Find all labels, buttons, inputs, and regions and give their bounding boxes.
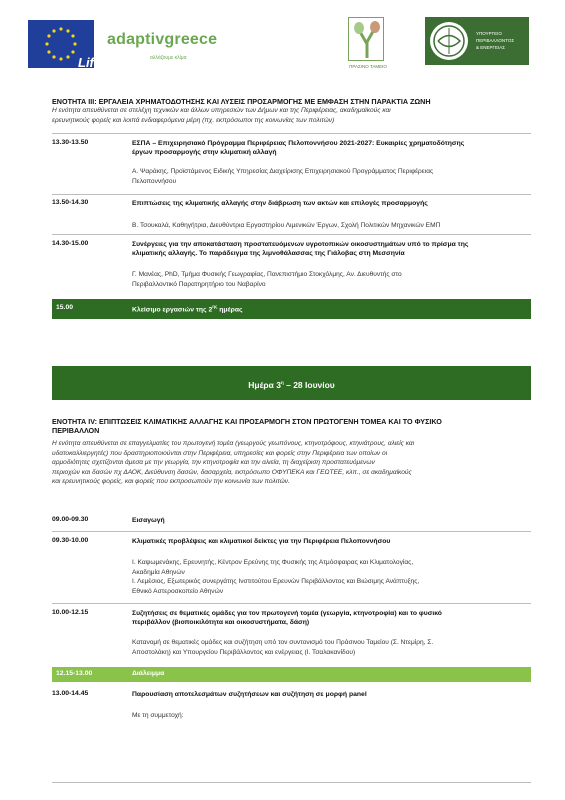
agenda-speaker (132, 270, 531, 289)
agenda-speaker (132, 638, 531, 657)
agenda-title-line: ΕΣΠΑ – Επιχειρησιακό Πρόγραμμα Περιφέρειας Πελοποννήσου 2021-2027: Ευκαιρίες χρηματοδότησης (132, 140, 465, 147)
closing-bar (52, 299, 531, 319)
agenda-time: 13.50-14.30 (52, 199, 89, 206)
section-3-desc-line: Η ενότητα απευθύνεται σε στελέχη τεχνικών και άλλων υπηρεσιών των Δήμων και της Περιφέρειας, ακαδημαϊκούς και (52, 107, 391, 114)
speaker-line: Αποστολάκη) και Υπουργείου Περιβάλλοντος και ενέργειας (Ι. Τσαλακανίδου) (132, 648, 356, 656)
section-4-title-line: ΕΝΟΤΗΤΑ IV: ΕΠΙΠΤΩΣΕΙΣ ΚΛΙΜΑΤΙΚΗΣ ΑΛΛΑΓΗΣ ΚΑΙ ΠΡΟΣΑΡΜΟΓΗ ΣΤΟΝ ΠΡΩΤΟΓΕΝΗ ΤΟΜΕΑ ΚΑΙ ΤΟ ΦΥΣΙΚΟ (52, 417, 442, 426)
day-3-banner (52, 366, 531, 400)
agenda-title-line: Συζητήσεις σε θεματικές ομάδες για τον πρωτογενή τομέα (γεωργία, κτηνοτροφία) και το φυσικό (132, 610, 442, 617)
closing-label-end: ημέρας (217, 306, 243, 314)
speaker-line: Γ. Μανέας, PhD, Τμήμα Φυσικής Γεωγραφίας, Πανεπιστήμιο Στοκχόλμης, Αν. Διευθυντής στο (132, 271, 402, 278)
agenda-title (132, 240, 531, 258)
divider (52, 234, 531, 235)
agenda-title-line: περιβάλλον (βιοποικιλότητα και οικοσυστήματα, δάση) (132, 619, 310, 626)
speaker-line: Ι. Καψωμενάκης, Ερευνητής, Κέντρον Ερεύνης της Φυσικής της Ατμόσφαιρας και Κλιματολογίας, (132, 559, 414, 566)
life-logo-text: Life (78, 55, 102, 70)
break-bar (52, 667, 531, 682)
divider (52, 133, 531, 134)
agenda-speaker (132, 558, 531, 596)
day-3-date: – 28 Ιουνίου (283, 379, 335, 390)
agenda-time: 09.00-09.30 (52, 516, 89, 523)
agenda-title (132, 199, 531, 208)
agenda-time: 14.30-15.00 (52, 240, 89, 247)
section-4-desc-line: και ερευνητικούς φορείς, και φορείς που εκπροσωπούν την κοινωνία των πολιτών. (52, 478, 290, 485)
break-time: 12.15-13.00 (56, 670, 93, 677)
closing-time: 15.00 (56, 304, 74, 311)
section-4-title-line: ΠΕΡΙΒΑΛΛΟΝ (52, 426, 100, 435)
prasino-tameio-logo (348, 17, 384, 61)
speaker-line: Β. Τσουκαλά, Καθηγήτρια, Διευθύντρια Εργαστηρίου Λιμενικών Έργων, Σχολή Πολιτικών Μηχανικών ΕΜΠ (132, 222, 441, 229)
break-label: Διάλειμμα (132, 670, 165, 677)
agenda-speaker: Με τη συμμετοχή: (132, 712, 184, 719)
agenda-title (132, 139, 531, 157)
ypeka-line-3: & ΕΝΕΡΓΕΙΑΣ (476, 45, 506, 50)
eu-life-logo (28, 20, 102, 70)
closing-label (132, 304, 243, 313)
agenda-speaker (132, 221, 531, 231)
closing-label-text: Κλείσιμο εργασιών της 2 (132, 306, 213, 314)
speaker-line: Α. Ψαράκης, Προϊστάμενος Ειδικής Υπηρεσίας Διαχείρισης Επιχειρησιακού Προγράμματος Περιφέρειας (132, 168, 434, 175)
agenda-time: 10.00-12.15 (52, 609, 89, 616)
divider (52, 194, 531, 195)
agenda-title-line: Συνέργειες για την αποκατάσταση προστατευόμενων υγροτοπικών οικοσυστημάτων υπό το πρίσμα της (132, 241, 469, 248)
adaptivgreece-tagline: αλλάζουμε κλίμα (150, 55, 187, 61)
adaptivgreece-logo: adaptivgreece (107, 31, 218, 48)
agenda-title: Κλιματικές προβλέψεις και κλιματικοί δείκτες για την Περιφέρεια Πελοποννήσου (132, 538, 391, 545)
section-4-header (52, 417, 531, 487)
ypeka-line-1: ΥΠΟΥΡΓΕΙΟ (476, 31, 502, 36)
speaker-line: Ι. Λεμέσιος, Εξωτερικός συνεργάτης Ινστιτούτου Ερευνών Περιβάλλοντος και Βιώσιμης Ανάπτυξης, (132, 578, 420, 585)
speaker-line: Εθνικό Αστεροσκοπείο Αθηνών (132, 587, 224, 595)
prasino-tameio-label: ΠΡΑΣΙΝΟ ΤΑΜΕΙΟ (349, 64, 387, 69)
speaker-line: Κατανομή σε θεματικές ομάδες και συζήτηση υπό τον συντονισμό του Πράσινου Ταμείου (Σ. Ντεμίρη, Σ. (132, 639, 434, 646)
tree-icon (349, 18, 385, 62)
ypeka-logo (425, 17, 529, 65)
divider (52, 531, 531, 532)
agenda-title-line: Επιπτώσεις της κλιματικής αλλαγής στην διάβρωση των ακτών και επιλογές προσαρμογής (132, 200, 428, 207)
divider (52, 782, 531, 783)
day-3-label: Ημέρα 3 (248, 379, 281, 390)
agenda-time: 09.30-10.00 (52, 537, 89, 544)
ypeka-line-2: ΠΕΡΙΒΑΛΛΟΝΤΟΣ (476, 38, 515, 43)
header-logos (0, 0, 565, 90)
ypeka-emblem-icon (430, 22, 468, 60)
speaker-line: Περιβαλλοντικό Παρατηρητήριο του Ναβαρίνο (132, 280, 266, 288)
speaker-line: Πελοποννήσου (132, 177, 177, 185)
agenda-title-line: έργων προσαρμογής στην κλιματική αλλαγή (132, 149, 277, 156)
section-4-desc-line: περιοχών και δασών πχ ΔΑΟΚ, Διεύθυνση δασών, δασαρχεία, εκπρόσωπο ΟΦΥΠΕΚΑ και ΓΕΩΤΕΕ, κλπ., σε ακαδημαϊκούς (52, 468, 412, 476)
agenda-title-line: κλιματικής αλλαγής. Το παράδειγμα της λιμνοθάλασσας της Γιάλοβας στη Μεσσηνία (132, 250, 405, 257)
agenda-time: 13.30-13.50 (52, 139, 89, 146)
section-3-title: ΕΝΟΤΗΤΑ III: ΕΡΓΑΛΕΙΑ ΧΡΗΜΑΤΟΔΟΤΗΣΗΣ ΚΑΙ ΛΥΣΕΙΣ ΠΡΟΣΑΡΜΟΓΗΣ ΜΕ ΕΜΦΑΣΗ ΣΤΗΝ ΠΑΡΑΚΤΙΑ ΖΩΝΗ (52, 97, 431, 106)
section-4-desc-line: αρμοδιότητες σχετίζονται άμεσα με την γεωργία, την κτηνοτροφία και την αλιεία, τη διαχείριση προστατευόμενων (52, 459, 375, 466)
section-4-desc-line: Η ενότητα απευθύνεται σε επαγγελματίες του πρωτογενή τομέα (γεωργούς γεωπόνους, κτηνοτρόφους, κτηνιάτρους, αλιείς και (52, 440, 415, 447)
section-3-desc-line: ερευνητικούς φορείς και λοιπά ενδιαφερόμενα μέρη (πχ. εκπρόσωποι της κοινωνίας των πολιτών) (52, 116, 335, 124)
divider (52, 603, 531, 604)
day-3-sup: η (281, 380, 284, 385)
section-3-header (52, 97, 531, 125)
agenda-title: Εισαγωγή (132, 517, 165, 524)
section-4-desc-line: υδατοκαλλιεργητές) που δραστηριοποιούνται στην Περιφέρεια, υπηρεσίες και φορείς στην Περιφέρεια των οποίων οι (52, 449, 388, 457)
agenda-title: Παρουσίαση αποτελεσμάτων συζητήσεων και συζήτηση σε μορφή panel (132, 691, 367, 698)
closing-label-sup: ης (212, 304, 218, 309)
agenda-title (132, 609, 531, 627)
speaker-line: Ακαδημία Αθηνών (132, 568, 185, 576)
agenda-speaker (132, 167, 531, 186)
agenda-time: 13.00-14.45 (52, 690, 89, 697)
